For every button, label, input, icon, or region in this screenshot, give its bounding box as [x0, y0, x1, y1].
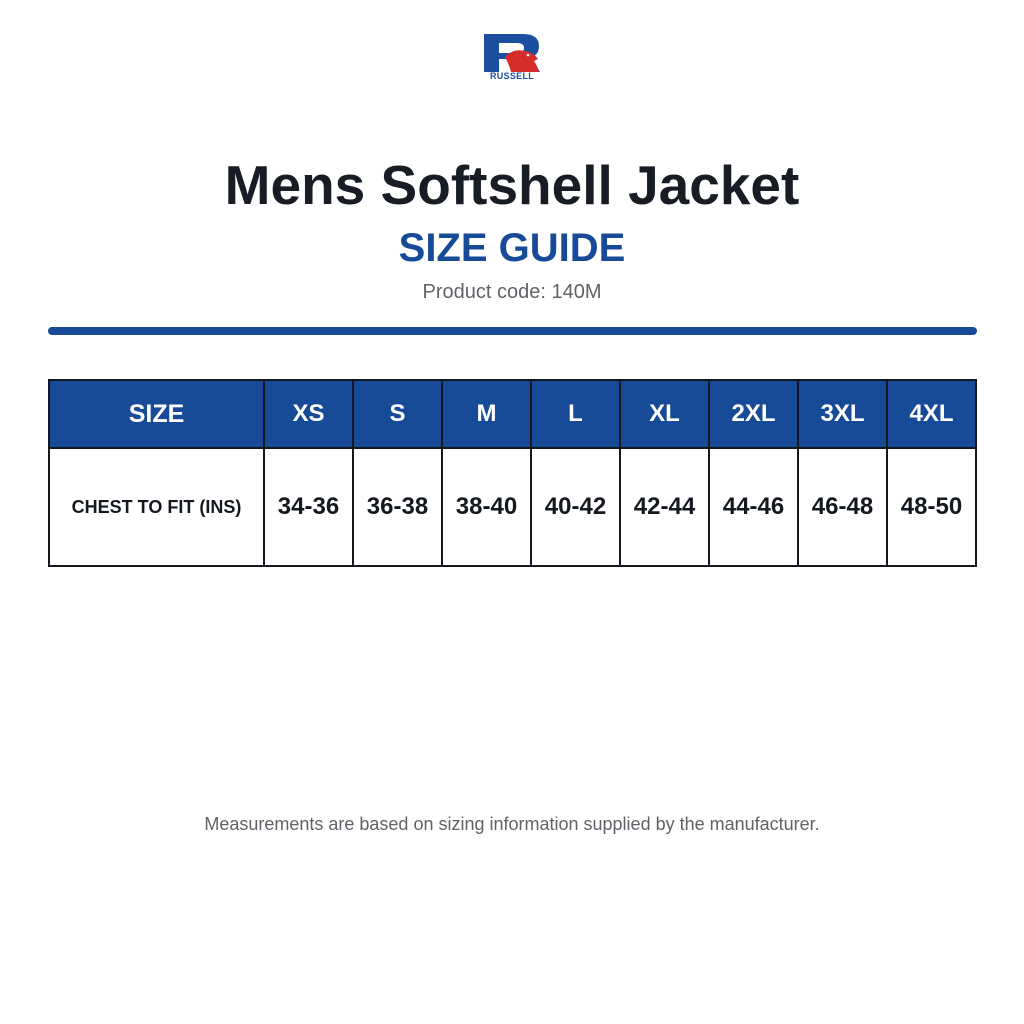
measurement-cell: 36-38 [353, 448, 442, 566]
measurement-cell: 42-44 [620, 448, 709, 566]
header-divider [48, 327, 977, 335]
russell-eagle-r-icon [481, 33, 543, 73]
product-code: Product code: 140M [422, 281, 602, 303]
size-header-cell: XS [264, 380, 353, 448]
size-table [48, 379, 977, 567]
size-header-cell: L [531, 380, 620, 448]
row-label: CHEST TO FIT (INS) [49, 448, 264, 566]
size-header-cell: XL [620, 380, 709, 448]
page-title: Mens Softshell Jacket [224, 154, 800, 216]
footnote: Measurements are based on sizing information supplied by the manufacturer. [204, 814, 820, 834]
size-header-cell: M [442, 380, 531, 448]
page-subtitle: SIZE GUIDE [398, 226, 626, 270]
measurement-cell: 48-50 [887, 448, 976, 566]
size-header-cell: 3XL [798, 380, 887, 448]
size-header-label: SIZE [49, 380, 264, 448]
measurement-cell: 38-40 [442, 448, 531, 566]
size-header-cell: 4XL [887, 380, 976, 448]
measurement-cell: 44-46 [709, 448, 798, 566]
size-header-cell: 2XL [709, 380, 798, 448]
logo-wordmark: RUSSELL [489, 71, 535, 81]
measurement-cell: 46-48 [798, 448, 887, 566]
measurement-cell: 34-36 [264, 448, 353, 566]
russell-logo [481, 33, 543, 83]
size-header-cell: S [353, 380, 442, 448]
size-header-row [49, 380, 976, 448]
table-row [49, 448, 976, 566]
measurement-cell: 40-42 [531, 448, 620, 566]
